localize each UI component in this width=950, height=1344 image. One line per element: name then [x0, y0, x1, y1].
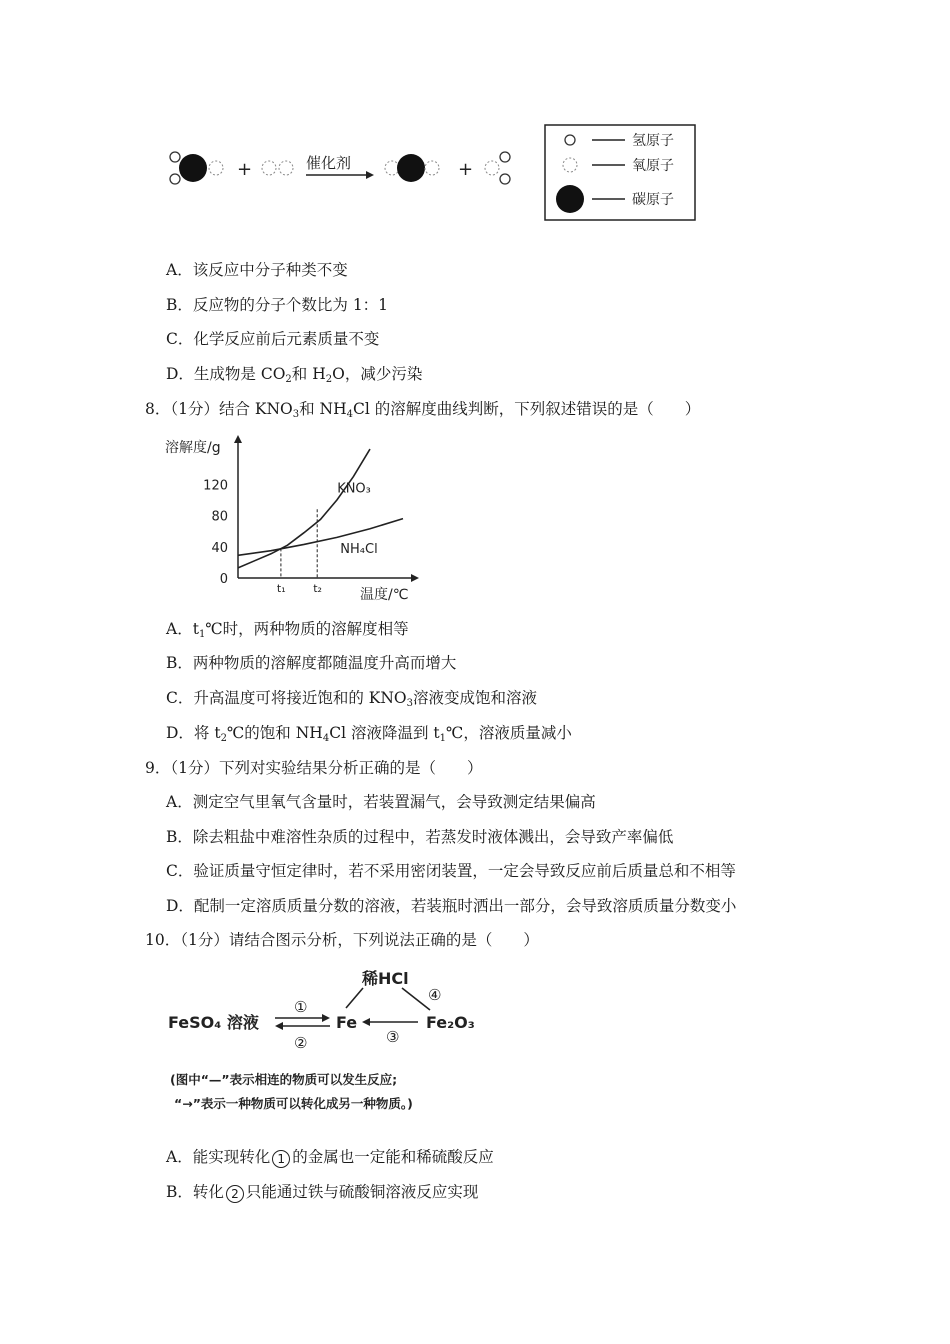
q8-option-a: A．$t_1℃$时，两种物质的溶解度相等	[166, 620, 409, 640]
circled-number: 2	[226, 1185, 244, 1203]
q9-option-c: C．验证质量守恒定律时，若不采用密闭装置，一定会导致反应前后质量总和不相等	[166, 862, 736, 880]
reactant-molecule-o2	[262, 161, 293, 175]
diagram-feso4: FeSO₄ 溶液	[168, 1013, 259, 1032]
y-tick-label: 0	[219, 572, 228, 587]
y-axis-arrow	[234, 435, 242, 443]
diagram-label-4: ④	[428, 986, 442, 1004]
series-line-nh4cl	[238, 519, 403, 556]
diagram-label-2: ②	[294, 1034, 308, 1052]
chart-xlabel: 温度/℃	[360, 587, 409, 603]
iron-conversion-diagram	[160, 960, 490, 1120]
diagram-note-1: (图中“—”表示相连的物质可以发生反应;	[170, 1072, 398, 1087]
y-tick-label: 120	[203, 478, 228, 494]
diagram-label-1: ①	[294, 998, 308, 1016]
q9-option-b: B．除去粗盐中难溶性杂质的过程中，若蒸发时液体溅出，会导致产率偏低	[166, 828, 674, 846]
y-tick-label: 40	[211, 540, 228, 556]
diagram-hcl: 稀HCl	[362, 969, 409, 988]
reactant-molecule-ch2	[170, 152, 223, 184]
q8-option-d: D．将 $t_2℃$的饱和 $NH_4Cl$ 溶液降温到 $t_1℃$，溶液质量减小	[166, 724, 572, 744]
diagram-fe2o3: Fe₂O₃	[426, 1013, 475, 1032]
y-tick-label: 80	[211, 509, 228, 525]
plus-sign-1: +	[237, 159, 253, 180]
q8-option-b: B．两种物质的溶解度都随温度升高而增大	[166, 654, 457, 672]
q10-option-a: A．能实现转化 1 的金属也一定能和稀硫酸反应	[166, 1148, 494, 1166]
series-label-kno3: KNO₃	[337, 481, 371, 497]
q8-option-c: C．升高温度可将接近饱和的 $KNO_3$溶液变成饱和溶液	[166, 689, 538, 709]
q8-stem: 8．（1分）结合 $KNO_3$和 $NH_4Cl$ 的溶解度曲线判断，下列叙述错误的是（ ）	[145, 400, 701, 420]
diagram-label-3: ③	[386, 1028, 400, 1046]
catalyst-label: 催化剂	[306, 154, 352, 172]
reaction-arrow	[306, 171, 374, 179]
x-axis-arrow	[411, 574, 419, 582]
solubility-chart	[160, 432, 425, 607]
circled-number: 1	[272, 1150, 290, 1168]
plus-sign-2: +	[458, 159, 474, 180]
q7-option-b: B．反应物的分子个数比为 1：1	[166, 296, 389, 314]
q9-option-d: D．配制一定溶质质量分数的溶液，若装瓶时洒出一部分，会导致溶质质量分数变小	[166, 897, 737, 915]
diagram-note-2: “→”表示一种物质可以转化成另一种物质。)	[174, 1096, 413, 1111]
q7-option-c: C．化学反应前后元素质量不变	[166, 330, 380, 348]
q9-stem: 9．（1分）下列对实验结果分析正确的是（ ）	[145, 759, 483, 777]
reaction-diagram	[160, 115, 705, 230]
chart-ylabel: 溶解度/g	[165, 440, 221, 456]
series-label-nh4cl: NH₄Cl	[340, 541, 378, 557]
product-molecule-h2o	[485, 152, 510, 184]
atom-legend	[545, 125, 695, 220]
product-molecule-co2	[385, 154, 439, 182]
x-tick-label: t₁	[276, 582, 286, 595]
legend-oxygen: 氧原子	[632, 158, 674, 174]
diagram-fe: Fe	[336, 1013, 358, 1032]
legend-hydrogen: 氢原子	[632, 133, 674, 149]
q10-stem: 10．（1分）请结合图示分析，下列说法正确的是（ ）	[145, 931, 539, 949]
legend-carbon: 碳原子	[632, 192, 674, 208]
q9-option-a: A．测定空气里氧气含量时，若装置漏气，会导致测定结果偏高	[166, 793, 596, 811]
x-tick-label: t₂	[313, 582, 322, 595]
q10-option-b: B．转化 2 只能通过铁与硫酸铜溶液反应实现	[166, 1183, 479, 1201]
q7-option-d: D．生成物是 $CO_2$和 $H_2O$，减少污染	[166, 365, 423, 385]
q7-option-a: A．该反应中分子种类不变	[166, 261, 348, 279]
